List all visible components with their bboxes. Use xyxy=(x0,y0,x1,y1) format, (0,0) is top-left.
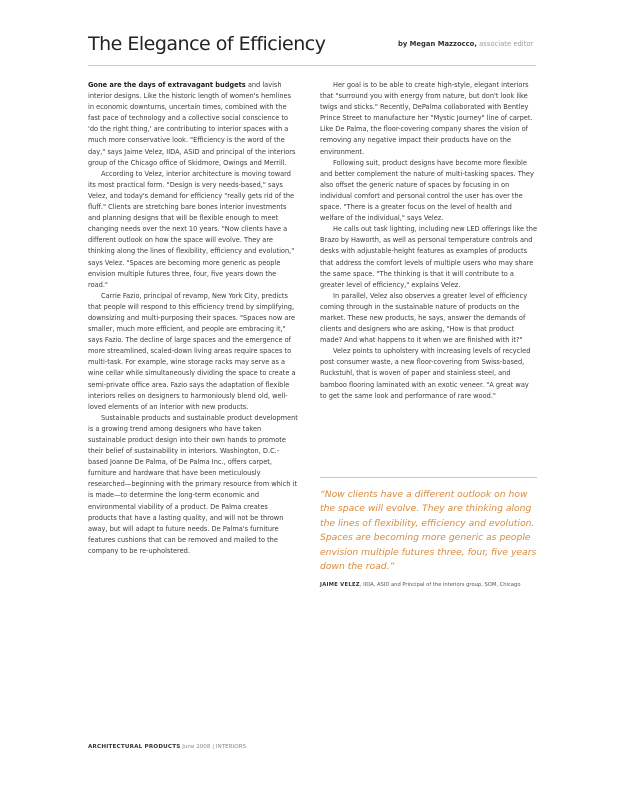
footer-separator: | xyxy=(212,744,215,750)
page-footer xyxy=(88,744,246,750)
paragraph-9: Velez points to upholstery with increasing levels of recycled post consumer waste, a new floor-covering from Swiss-based, Ruckstuhl, that is woven of paper and stainless steel, and bamboo flooring laminated with an exotic veneer. "A great way to get the same look and performance of rare wood." xyxy=(320,347,531,400)
column-right xyxy=(320,80,537,402)
paragraph-7: He calls out task lighting, including new LED offerings like the Brazo by Haworth, as well as personal temperature controls and desks with adjustable-height features as examples of products that address the comfort levels of multiple users who may share the same space. "The thinking is that it will contribute to a greater level of efficiency," explains Velez. xyxy=(320,225,538,289)
byline-role: associate editor xyxy=(479,40,534,48)
footer-publication: ARCHITECTURAL PRODUCTS xyxy=(88,744,181,750)
paragraph-8: In parallel, Velez also observes a greater level of efficiency coming through in the sustainable nature of products on the market. These new products, he says, answer the demands of clients and designers who are asking, "How is that product made? And what happens to it when we are finished with it?" xyxy=(320,291,528,345)
attribution-name: JAIME VELEZ xyxy=(320,582,360,588)
paragraph-5: Her goal is to be able to create high-style, elegant interiors that "surround you with energy from nature, but don't look like twigs and sticks." Recently, DePalma collaborated with Bentley Prince Street to manufacture her "Mystic Journey" line of carpet. Like De Palma, the floor-covering company shares the vision of removing any negative impact their products have on the environment. xyxy=(320,81,533,156)
pull-quote-divider xyxy=(320,477,537,478)
paragraph-1-text: and lavish interior designs. Like the historic length of women's hemlines in economic downturns, uncertain times, combined with the fast pace of technology and a collective social conscience to 'do the right thing,' are contributing to interior spaces with a much more conservative look. "Efficiency is the word of the day," says Jaime Velez, IIDA, ASID and principal of the interiors group of the Chicago office of Skidmore, Owings and Merrill. xyxy=(88,81,296,167)
paragraph-1 xyxy=(88,80,298,169)
paragraph-2: According to Velez, interior architecture is moving toward its most practical form. "Design is very needs-based," says Velez, and today's demand for efficiency "really gets rid of the fluff." Clients are stretching bare bones interior investments and planning designs that will be flexible enough to meet changing needs over the next 10 years. "Now clients have a different outlook on how the space will evolve. They are thinking along the lines of flexibility, efficiency and evolution," says Velez. "Spaces are becoming more generic as people envision multiple futures three, four, five years down the road." xyxy=(88,169,295,289)
paragraph-3: Carrie Fazio, principal of revamp, New York City, predicts that people will respond to this efficiency trend by simplifying, downsizing and multi-purposing their spaces. "Spaces now are smaller, much more efficient, and people are embracing it," says Fazio. The decline of large spaces and the emergence of more streamlined, scaled-down living areas require spaces to multi-task. For example, wine storage racks may serve as a wine cellar while simultaneously dividing the space to create a semi-private office area. Fazio says the adaptation of flexible interiors relies on designers to harmoniously blend old, well-loved elements of an interior with new products. xyxy=(88,291,296,411)
title-divider xyxy=(88,65,536,66)
byline-author: by Megan Mazzocco, xyxy=(398,40,477,48)
byline xyxy=(398,40,533,48)
pull-quote-attribution xyxy=(320,582,560,588)
footer-issue: June 2008 xyxy=(182,744,211,750)
attribution-title: , IIDA, ASID and Principal of the interiors group, SOM, Chicago xyxy=(359,582,521,588)
article-title: The Elegance of Efficiency xyxy=(88,33,326,55)
lead-in: Gone are the days of extravagant budgets xyxy=(88,81,246,89)
paragraph-6: Following suit, product designs have become more flexible and better complement the nature of multi-tasking spaces. They also offset the generic nature of spaces by focusing in on individual comfort and personal control the user has over the space. "There is a greater focus on the level of health and welfare of the individual," says Velez. xyxy=(320,158,534,223)
pull-quote: “Now clients have a different outlook on how the space will evolve. They are thinking along the lines of flexibility, efficiency and evolution. Spaces are becoming more generic as people envision multiple futures three, four, five years down the road.” xyxy=(320,489,537,573)
footer-section: INTERIORS xyxy=(215,744,247,750)
column-left xyxy=(88,80,298,557)
paragraph-4: Sustainable products and sustainable product development is a growing trend among designers who have taken sustainable product design into their own hands to promote their belief of sustainability in interiors. Washington, D.C.-based Joanne De Palma, of De Palma Inc., offers carpet, furniture and hardware that have been meticulously researched—beginning with the primary resource from which it is made—to determine the long-term economic and environmental viability of a product. De Palma creates products that have a lasting quality, and will not be thrown away, but will adapt to future needs. De Palma's furniture features cushions that can be removed and mailed to the company to be re-upholstered. xyxy=(88,413,298,555)
